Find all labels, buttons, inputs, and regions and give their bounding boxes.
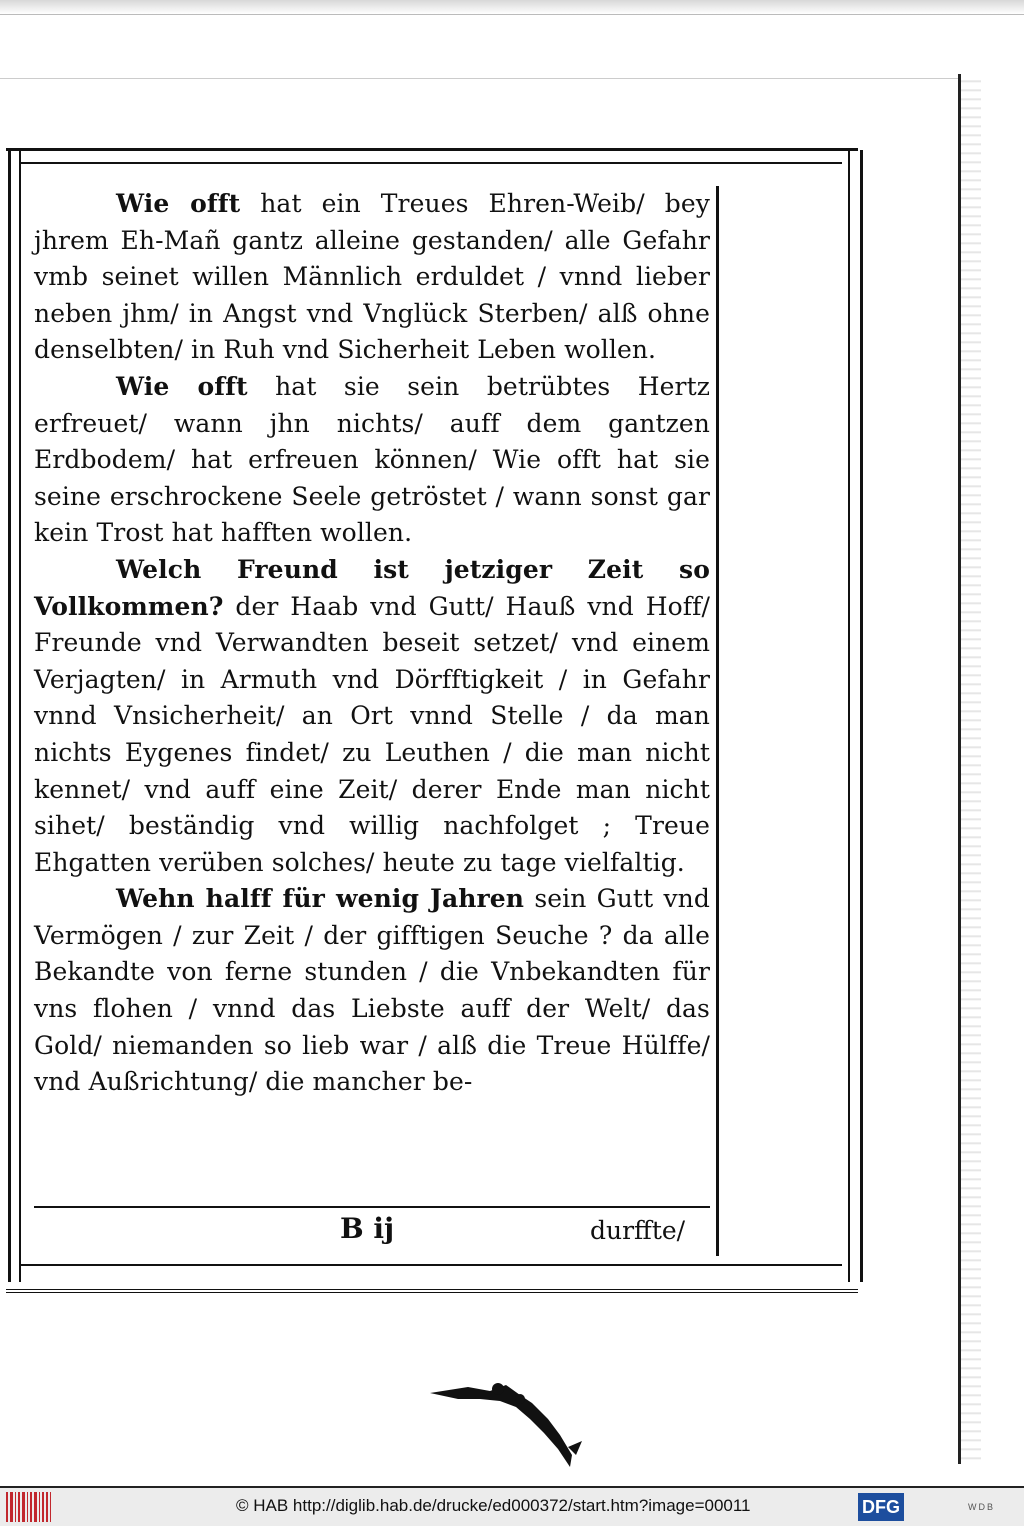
leaf-ornament-icon	[420, 1375, 600, 1475]
viewer-footer	[0, 1486, 1024, 1526]
page-border-right	[848, 150, 863, 1282]
paragraph-3	[34, 552, 710, 881]
paragraph-lead: Wie offt	[116, 189, 241, 218]
text-column-rule	[716, 186, 719, 1256]
paragraph-lead: Wehn halff für wenig Jahren	[116, 884, 525, 914]
barcode-icon	[6, 1492, 51, 1522]
main-text	[34, 186, 710, 1101]
paragraph-lead: Welch Freund ist jetziger Zeit so Vollkommen?	[34, 554, 710, 621]
signature-mark: B ij	[340, 1212, 395, 1245]
paragraph-text: hat sie sein betrübtes Hertz erfreuet/ wann jhn nichts/ auff dem gantzen Erdbodem/ hat erfreuen können/ Wie offt hat sie seine erschrockene Seele getröstet / wann sonst gar kein Trost hat hafften wollen.	[34, 371, 710, 548]
paragraph-lead: Wie offt	[116, 371, 248, 401]
paragraph-text: hat ein Treues Ehren-Weib/ bey jhrem Eh-Mañ gantz alleine gestanden/ alle Gefahr vmb seinet willen Männlich erduldet / vnnd lieber neben jhm/ in Angst vnd Vnglück Sterben/ alß ohne denselbten/ in Ruh vnd Sicherheit Leben wollen.	[34, 189, 710, 365]
top-scan-edge	[0, 0, 1024, 15]
paragraph-4	[34, 881, 710, 1101]
dfg-logo[interactable]: DFG	[858, 1493, 904, 1521]
paragraph-1	[34, 186, 710, 369]
catchword-rule	[34, 1206, 710, 1208]
paragraph-2	[34, 369, 710, 552]
catchword: durffte/	[590, 1216, 686, 1245]
scan-guide-line	[0, 78, 958, 79]
page-edge	[958, 74, 981, 1464]
paragraph-text: sein Gutt vnd Vermögen / zur Zeit / der gifftigen Seuche ? da alle Bekandte von ferne stunden / die Vnbekandten für vns flohen / vnnd das Liebste auff der Welt/ das Gold/ niemanden so lieb war / alß die Treue Hülffe/ vnd Außrichtung/ die mancher be-	[34, 884, 710, 1097]
paragraph-text: der Haab vnd Gutt/ Hauß vnd Hoff/ Freunde vnd Verwandten beseit setzet/ vnd einem Verjagten/ in Armuth vnd Dörfftigkeit / in Gefahr vnnd Vnsicherheit/ an Ort vnnd Stelle / da man nichts Eygenes findet/ zu Leuthen / die man nicht kennet/ vnd auff eine Zeit/ derer Ende man nicht sihet/ beständig vnd willig nachfolget ; Treue Ehgatten verüben solches/ heute zu tage vielfaltig.	[34, 591, 710, 877]
source-url[interactable]: © HAB http://diglib.hab.de/drucke/ed000372/start.htm?image=00011	[236, 1496, 751, 1515]
wdb-label: WDB	[968, 1502, 995, 1512]
